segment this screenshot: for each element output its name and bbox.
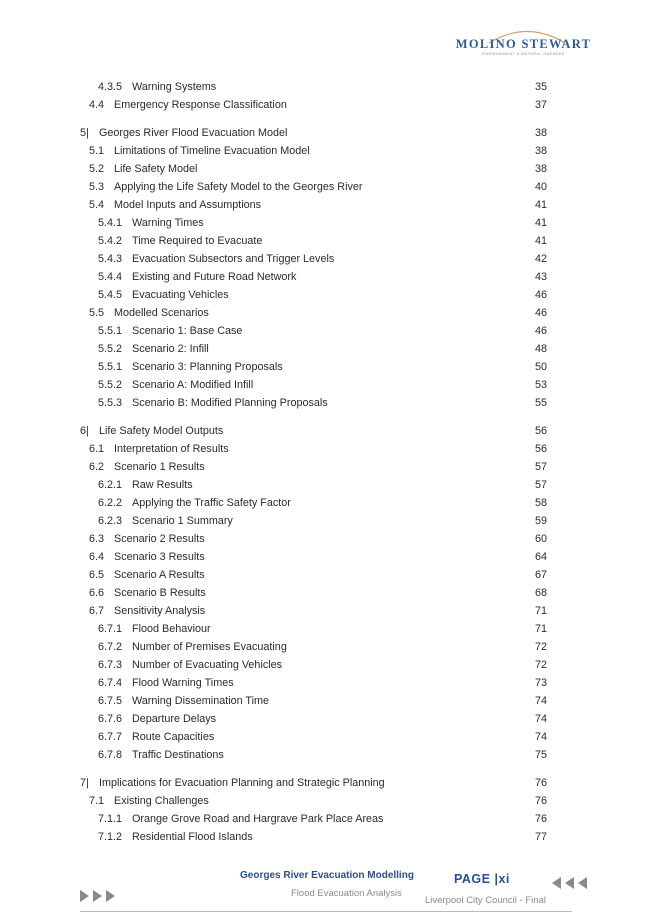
toc-entry-number: 5.5 bbox=[89, 307, 105, 319]
toc-section-row[interactable] bbox=[98, 692, 560, 710]
toc-entry-title: Scenario A: Modified Infill bbox=[132, 379, 254, 391]
logo-tagline: ENVIRONMENT & NATURAL HAZARDS bbox=[482, 52, 565, 56]
toc-entry-number: 6.6 bbox=[89, 587, 105, 599]
toc-entry-number: 5.5.1 bbox=[98, 325, 123, 337]
toc-entry-number: 5.5.2 bbox=[98, 343, 123, 355]
toc-entry-page: 60 bbox=[535, 533, 548, 545]
toc-entry-title: Implications for Evacuation Planning and Strategic Planning bbox=[99, 777, 385, 789]
toc-entry-page: 57 bbox=[535, 479, 548, 491]
toc-entry-page: 72 bbox=[535, 659, 548, 671]
toc-entry-page: 40 bbox=[535, 181, 548, 193]
toc-section-row[interactable] bbox=[98, 322, 560, 340]
toc-entry-number: 6.7.5 bbox=[98, 695, 123, 707]
toc-entry-title: Traffic Destinations bbox=[132, 749, 224, 761]
toc-entry-page: 74 bbox=[535, 713, 548, 725]
toc-entry-page: 74 bbox=[535, 731, 548, 743]
toc-entry-page: 41 bbox=[535, 235, 548, 247]
toc-entry-title: Limitations of Timeline Evacuation Model bbox=[114, 145, 310, 157]
toc-entry-title: Applying the Traffic Safety Factor bbox=[132, 497, 291, 509]
toc-entry-page: 68 bbox=[535, 587, 548, 599]
toc-entry-number: 6.7.1 bbox=[98, 623, 123, 635]
toc-entry-page: 74 bbox=[535, 695, 548, 707]
toc-entry-page: 38 bbox=[535, 127, 548, 139]
toc-entry-page: 75 bbox=[535, 749, 548, 761]
toc-entry-page: 37 bbox=[535, 99, 548, 111]
previous-arrows-icon bbox=[552, 876, 592, 890]
toc-entry-number: 5.4 bbox=[89, 199, 105, 211]
toc-entry-number: 6.7.6 bbox=[98, 713, 123, 725]
toc-entry-page: 38 bbox=[535, 163, 548, 175]
footer-page-number: PAGE |xi bbox=[454, 872, 510, 886]
toc-entry-number: 6.1 bbox=[89, 443, 105, 455]
toc-section-row[interactable] bbox=[98, 286, 560, 304]
toc-entry-number: 6| bbox=[80, 425, 89, 437]
toc-entry-number: 5.4.3 bbox=[98, 253, 123, 265]
toc-section-row[interactable] bbox=[98, 268, 560, 286]
toc-section-row[interactable] bbox=[89, 196, 560, 214]
toc-entry-page: 42 bbox=[535, 253, 548, 265]
toc-section-row[interactable] bbox=[89, 96, 560, 114]
toc-entry-page: 77 bbox=[535, 831, 548, 843]
toc-entry-title: Scenario 1 Results bbox=[114, 461, 205, 473]
toc-entry-number: 6.7 bbox=[89, 605, 105, 617]
toc-entry-number: 5.2 bbox=[89, 163, 105, 175]
toc-entry-page: 43 bbox=[535, 271, 548, 283]
toc-section-row[interactable] bbox=[98, 710, 560, 728]
toc-entry-page: 71 bbox=[535, 605, 548, 617]
toc-entry-title: Number of Evacuating Vehicles bbox=[132, 659, 283, 671]
toc-entry-page: 38 bbox=[535, 145, 548, 157]
toc-section-row[interactable] bbox=[98, 810, 560, 828]
toc-section-row[interactable] bbox=[89, 160, 560, 178]
toc-entry-title: Scenario 3: Planning Proposals bbox=[132, 361, 283, 373]
toc-entry-title: Number of Premises Evacuating bbox=[132, 641, 287, 653]
toc-entry-number: 6.2.1 bbox=[98, 479, 123, 491]
toc-entry-number: 4.3.5 bbox=[98, 81, 123, 93]
toc-section-row[interactable] bbox=[98, 476, 560, 494]
toc-section-row[interactable] bbox=[98, 232, 560, 250]
toc-entry-page: 48 bbox=[535, 343, 548, 355]
toc-entry-page: 41 bbox=[535, 199, 548, 211]
toc-entry-page: 76 bbox=[535, 777, 548, 789]
toc-entry-number: 6.2.3 bbox=[98, 515, 123, 527]
toc-section-row[interactable] bbox=[98, 340, 560, 358]
toc-entry-title: Scenario B: Modified Planning Proposals bbox=[132, 397, 328, 409]
toc-section-row[interactable] bbox=[89, 440, 560, 458]
toc-entry-title: Applying the Life Safety Model to the Georges River bbox=[114, 181, 363, 193]
toc-section-row[interactable] bbox=[89, 548, 560, 566]
toc-entry-page: 71 bbox=[535, 623, 548, 635]
toc-section-row[interactable] bbox=[98, 358, 560, 376]
toc-entry-page: 50 bbox=[535, 361, 548, 373]
toc-entry-title: Time Required to Evacuate bbox=[132, 235, 263, 247]
toc-entry-title: Interpretation of Results bbox=[114, 443, 229, 455]
toc-entry-number: 5.3 bbox=[89, 181, 105, 193]
toc-entry-title: Warning Dissemination Time bbox=[132, 695, 270, 707]
toc-section-row[interactable] bbox=[98, 376, 560, 394]
toc-entry-number: 6.2.2 bbox=[98, 497, 123, 509]
toc-section-row[interactable] bbox=[89, 566, 560, 584]
toc-entry-page: 56 bbox=[535, 443, 548, 455]
toc-section-row[interactable] bbox=[98, 828, 560, 846]
toc-entry-title: Scenario 2 Results bbox=[114, 533, 205, 545]
toc-section-row[interactable] bbox=[98, 250, 560, 268]
toc-entry-title: Scenario 1: Base Case bbox=[132, 325, 243, 337]
toc-entry-title: Scenario 1 Summary bbox=[132, 515, 233, 527]
toc-section-row[interactable] bbox=[89, 304, 560, 322]
toc-chapter-row[interactable] bbox=[80, 124, 560, 142]
toc-entry-title: Warning Times bbox=[132, 217, 204, 229]
toc-entry-page: 55 bbox=[535, 397, 548, 409]
toc-entry-number: 6.7.4 bbox=[98, 677, 123, 689]
toc-entry-title: Georges River Flood Evacuation Model bbox=[99, 127, 288, 139]
toc-entry-title: Model Inputs and Assumptions bbox=[114, 199, 262, 211]
toc-entry-title: Life Safety Model Outputs bbox=[99, 425, 224, 437]
toc-entry-number: 6.7.3 bbox=[98, 659, 123, 671]
toc-section-row[interactable] bbox=[98, 494, 560, 512]
toc-entry-number: 6.7.8 bbox=[98, 749, 123, 761]
toc-section-row[interactable] bbox=[89, 458, 560, 476]
footer-organisation: Liverpool City Council - Final bbox=[425, 895, 546, 906]
toc-entry-number: 5.4.5 bbox=[98, 289, 123, 301]
toc-entry-title: Departure Delays bbox=[132, 713, 217, 725]
toc-entry-title: Existing Challenges bbox=[114, 795, 209, 807]
toc-entry-number: 5.1 bbox=[89, 145, 105, 157]
toc-entry-number: 5.5.3 bbox=[98, 397, 123, 409]
toc-entry-page: 46 bbox=[535, 325, 548, 337]
toc-entry-number: 6.7.2 bbox=[98, 641, 123, 653]
toc-entry-title: Warning Systems bbox=[132, 81, 217, 93]
toc-entry-title: Scenario 2: Infill bbox=[132, 343, 209, 355]
toc-section-row[interactable] bbox=[89, 602, 560, 620]
toc-entry-page: 56 bbox=[535, 425, 548, 437]
toc-entry-title: Scenario B Results bbox=[114, 587, 206, 599]
toc-entry-page: 58 bbox=[535, 497, 548, 509]
toc-section-row[interactable] bbox=[98, 656, 560, 674]
toc-section-row[interactable] bbox=[89, 584, 560, 602]
toc-entry-number: 7.1.2 bbox=[98, 831, 123, 843]
toc-section-row[interactable] bbox=[89, 142, 560, 160]
toc-entry-page: 67 bbox=[535, 569, 548, 581]
toc-entry-page: 73 bbox=[535, 677, 548, 689]
toc-entry-number: 4.4 bbox=[89, 99, 105, 111]
toc-entry-number: 6.3 bbox=[89, 533, 105, 545]
toc-entry-title: Orange Grove Road and Hargrave Park Place Areas bbox=[132, 813, 384, 825]
toc-entry-number: 7| bbox=[80, 777, 89, 789]
toc-entry-title: Scenario 3 Results bbox=[114, 551, 205, 563]
toc-entry-title: Flood Warning Times bbox=[132, 677, 234, 689]
next-arrows-icon bbox=[80, 889, 120, 903]
toc-entry-title: Route Capacities bbox=[132, 731, 215, 743]
toc-entry-page: 53 bbox=[535, 379, 548, 391]
toc-entry-title: Scenario A Results bbox=[114, 569, 205, 581]
toc-chapter-row[interactable] bbox=[80, 422, 560, 440]
toc-entry-title: Life Safety Model bbox=[114, 163, 198, 175]
toc-section-row[interactable] bbox=[98, 78, 560, 96]
toc-entry-number: 5.4.2 bbox=[98, 235, 123, 247]
toc-entry-number: 5| bbox=[80, 127, 89, 139]
toc-entry-number: 5.5.2 bbox=[98, 379, 123, 391]
toc-entry-page: 64 bbox=[535, 551, 548, 563]
toc-chapter-row[interactable] bbox=[80, 774, 560, 792]
toc-entry-number: 5.5.1 bbox=[98, 361, 123, 373]
toc-section-row[interactable] bbox=[98, 728, 560, 746]
toc-entry-title: Evacuation Subsectors and Trigger Levels bbox=[132, 253, 335, 265]
footer-divider bbox=[80, 911, 572, 912]
toc-entry-title: Raw Results bbox=[132, 479, 193, 491]
toc-entry-number: 6.5 bbox=[89, 569, 105, 581]
toc-entry-page: 41 bbox=[535, 217, 548, 229]
toc-entry-number: 6.2 bbox=[89, 461, 105, 473]
toc-entry-page: 46 bbox=[535, 307, 548, 319]
toc-entry-page: 72 bbox=[535, 641, 548, 653]
toc-section-row[interactable] bbox=[98, 620, 560, 638]
toc-section-row[interactable] bbox=[98, 746, 560, 764]
toc-entry-page: 76 bbox=[535, 813, 548, 825]
toc-entry-number: 6.4 bbox=[89, 551, 105, 563]
toc-entry-title: Evacuating Vehicles bbox=[132, 289, 229, 301]
toc-section-row[interactable] bbox=[98, 674, 560, 692]
toc-section-row[interactable] bbox=[89, 178, 560, 196]
toc-section-row[interactable] bbox=[98, 214, 560, 232]
toc-section-row[interactable] bbox=[98, 638, 560, 656]
toc-entry-title: Modelled Scenarios bbox=[114, 307, 209, 319]
toc-entry-number: 5.4.4 bbox=[98, 271, 123, 283]
footer-subtitle: Flood Evacuation Analysis bbox=[291, 888, 402, 899]
toc-entry-title: Flood Behaviour bbox=[132, 623, 211, 635]
toc-entry-title: Emergency Response Classification bbox=[114, 99, 287, 111]
toc-entry-number: 7.1.1 bbox=[98, 813, 123, 825]
toc-entry-number: 6.7.7 bbox=[98, 731, 123, 743]
toc-section-row[interactable] bbox=[98, 512, 560, 530]
toc-section-row[interactable] bbox=[89, 792, 560, 810]
company-logo bbox=[447, 26, 607, 60]
toc-entry-page: 46 bbox=[535, 289, 548, 301]
toc-entry-page: 76 bbox=[535, 795, 548, 807]
toc-entry-title: Sensitivity Analysis bbox=[114, 605, 206, 617]
toc-entry-title: Existing and Future Road Network bbox=[132, 271, 297, 283]
footer-document-title: Georges River Evacuation Modelling bbox=[240, 870, 414, 881]
toc-entry-title: Residential Flood Islands bbox=[132, 831, 253, 843]
toc-entry-number: 7.1 bbox=[89, 795, 105, 807]
toc-section-row[interactable] bbox=[89, 530, 560, 548]
toc-entry-number: 5.4.1 bbox=[98, 217, 123, 229]
toc-entry-page: 59 bbox=[535, 515, 548, 527]
toc-section-row[interactable] bbox=[98, 394, 560, 412]
toc-entry-page: 57 bbox=[535, 461, 548, 473]
logo-name: MOLINO STEWART bbox=[455, 37, 592, 51]
toc-entry-page: 35 bbox=[535, 81, 548, 93]
